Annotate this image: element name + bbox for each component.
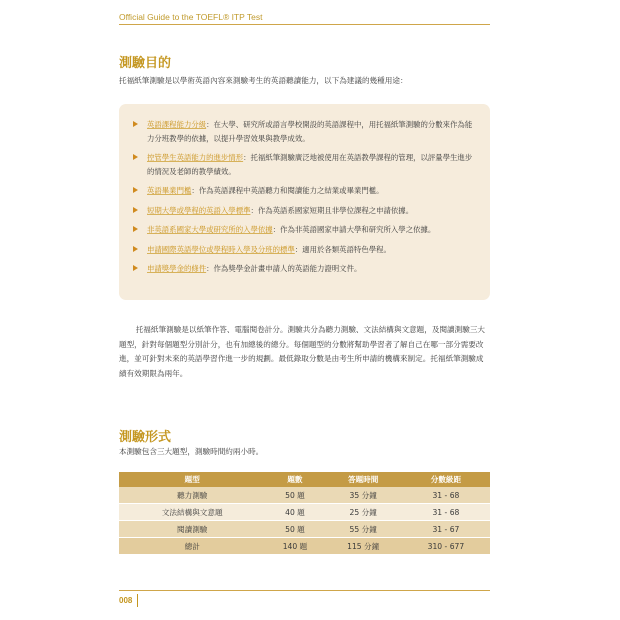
- test-description-paragraph: 托福紙筆測驗是以紙筆作答、電腦閱卷計分。測驗共分為聽力測驗、文法結構與文意題，及閱讀測驗三大題型，針對每個題型分別計分，也有加總後的總分。每個題型的分數將幫助學習者了解自己在哪一部分需要改進，並可針對未來的英語學習作進一步的規劃。最低錄取分數是由考生所申請的機構來制定。托福紙筆測驗成績有效期限為兩年。: [119, 325, 486, 378]
- table-cell: 聽力測驗: [119, 487, 265, 504]
- table-header-row: [119, 472, 490, 487]
- purpose-term: 申請獎學金的條件: [147, 264, 207, 273]
- purpose-term: 短期大學或學程的英語入學標準: [147, 205, 251, 215]
- purpose-heading: 測驗目的: [119, 56, 172, 71]
- table-total-row: [119, 538, 490, 555]
- table-cell: 31 - 68: [402, 504, 490, 521]
- purpose-term: 英語課程能力分級: [147, 120, 207, 129]
- purpose-item: [133, 243, 476, 257]
- table-cell: 31 - 67: [402, 521, 490, 538]
- format-table: [119, 472, 490, 555]
- purpose-term: 申請國際英語學位或學程時入學及分班的標準: [147, 244, 295, 254]
- footer-divider: [119, 590, 490, 591]
- purpose-desc: ：作為英語系國家短期且非學位課程之申請依據。: [250, 205, 414, 215]
- table-cell: 310 - 677: [402, 538, 490, 555]
- table-cell: 閱讀測驗: [119, 521, 265, 538]
- triangle-bullet-icon: [133, 265, 138, 271]
- table-row: [119, 487, 490, 504]
- purpose-item: [133, 151, 476, 178]
- purpose-term: 控管學生英語能力的進步情形: [147, 153, 244, 162]
- table-cell: 40 題: [265, 504, 324, 521]
- page-number-divider: [137, 594, 138, 607]
- purpose-item: [133, 204, 476, 218]
- header-cell-score-range: 分數級距: [402, 472, 490, 487]
- table-cell: 50 題: [265, 487, 324, 504]
- table-cell: 50 題: [265, 521, 324, 538]
- running-header: Official Guide to the TOEFL® ITP Test: [119, 12, 263, 22]
- purpose-term: 英語畢業門檻: [147, 186, 192, 195]
- triangle-bullet-icon: [133, 226, 138, 232]
- table-cell: 25 分鐘: [324, 504, 401, 521]
- table-cell: 35 分鐘: [324, 487, 401, 504]
- triangle-bullet-icon: [133, 121, 138, 127]
- purpose-desc: ：作為獎學金計畫申請人的英語能力證明文件。: [206, 264, 362, 273]
- purpose-desc: ：作為英語課程中英語聽力和閱讀能力之結業或畢業門檻。: [191, 186, 384, 195]
- header-cell-time: 答題時間: [324, 472, 401, 487]
- table-row: [119, 504, 490, 521]
- purpose-intro: 托福紙筆測驗是以學術英語內容來測驗考生的英語聽讀能力，以下為建議的幾種用途：: [119, 76, 408, 85]
- purpose-list: [119, 104, 490, 276]
- table-row: [119, 521, 490, 538]
- purpose-desc: ：托福紙筆測驗廣泛地被使用在英語教學課程的管理，以評量學生進步的情況及老師的教學績效。: [147, 153, 473, 176]
- table-cell: 115 分鐘: [324, 538, 401, 555]
- triangle-bullet-icon: [133, 246, 138, 252]
- header-cell-type: 題型: [119, 472, 265, 487]
- purpose-desc: ：適用於各類英語特色學程。: [294, 244, 391, 254]
- table-cell: 55 分鐘: [324, 521, 401, 538]
- format-heading: 測驗形式: [119, 430, 172, 445]
- purpose-term: 非英語系國家大學或研究所的入學依據: [147, 225, 273, 234]
- purpose-item: [133, 262, 476, 276]
- purpose-item: [133, 118, 476, 145]
- purpose-box: [119, 104, 490, 300]
- table-cell: 31 - 68: [402, 487, 490, 504]
- table-cell: 總計: [119, 538, 265, 555]
- triangle-bullet-icon: [133, 187, 138, 193]
- table-cell: 140 題: [265, 538, 324, 555]
- purpose-item: [133, 184, 476, 198]
- purpose-item: [133, 223, 476, 237]
- triangle-bullet-icon: [133, 207, 138, 213]
- header-divider: [119, 24, 490, 25]
- triangle-bullet-icon: [133, 154, 138, 160]
- table-cell: 文法結構與文意題: [119, 504, 265, 521]
- header-cell-count: 題數: [265, 472, 324, 487]
- page-number: 008: [119, 596, 133, 605]
- format-intro: 本測驗包含三大題型，測驗時間約兩小時。: [119, 447, 264, 456]
- purpose-desc: ：作為非英語國家申請大學和研究所入學之依據。: [272, 225, 436, 234]
- purpose-desc: ：在大學、研究所或語言學校開設的英語課程中，用托福紙筆測驗的分數來作為能力分班教學的依據，以提升學習效果與教學成效。: [147, 120, 473, 143]
